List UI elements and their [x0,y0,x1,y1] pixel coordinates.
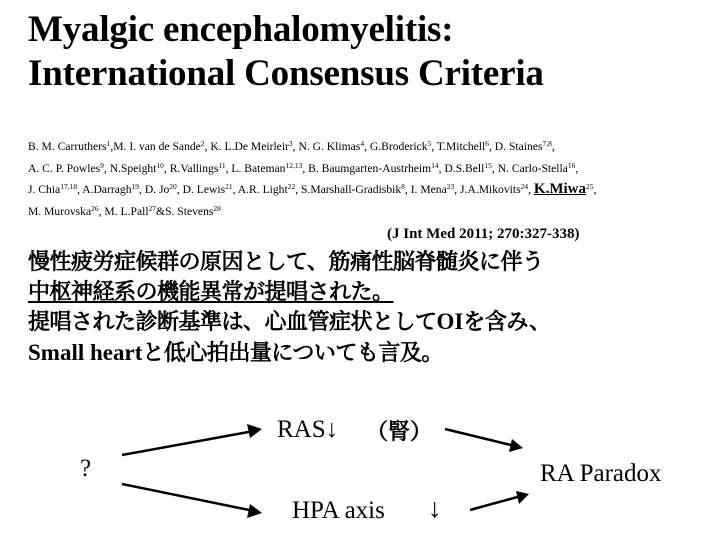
summary-line-3-a: 提唱された診断基準は、心血管症状として [28,310,437,335]
author-name: , N. G. Klimas [292,140,361,153]
affiliation-number: 4 [360,139,365,148]
affiliation-number: 8 [401,182,405,191]
author-name: ,M. I. van de Sande [110,140,201,153]
small-heart-term: Small heart [28,339,143,365]
affiliation-number: 1 [106,139,111,148]
affiliation-number: 21 [225,182,233,191]
author-name: J. Chia [28,183,61,196]
author-name: , J.A.Mikovits [454,183,521,196]
affiliation-number: 26 [91,203,99,213]
affiliation-number: 2 [200,139,205,148]
affiliation-number: 5 [427,139,432,148]
affiliation-number: 7,8 [542,139,552,148]
author-name: , [593,183,597,196]
author-name: &S. Stevens [156,204,214,218]
summary-line-1: 慢性疲労症候群の原因として、筋痛性脳脊髄炎に伴う [28,250,544,275]
affiliation-number: 16 [567,160,576,170]
ra-paradox-label: RA Paradox [540,460,662,487]
author-name: , [528,183,534,196]
affiliation-number: 24 [520,182,529,191]
author-name: , I. Mena [404,183,447,196]
author-name: , L. Bateman [225,161,286,175]
arrow-hpa-to-paradox-head [516,491,529,504]
hpa-axis-label: HPA axis [292,497,385,524]
summary-line-3-c: を含み、 [463,310,551,335]
affiliation-number: 12,13 [285,160,303,170]
arrow-ras-to-paradox-head [509,439,523,452]
author-name: , [551,140,555,153]
affiliation-number: 25 [585,182,594,191]
affiliation-number: 23 [446,182,455,191]
author-name: , S.Marshall-Gradisbik [295,183,402,196]
summary-line-2: 中枢神経系の機能異常が提唱された。 [28,279,394,305]
arrow-to-ras [122,431,254,455]
author-name: , B. Baumgarten-Austrheim [302,161,432,175]
oi-term: OI [436,309,464,334]
affiliation-number: 19 [131,182,140,191]
author-name: , A.Darragh [77,183,132,196]
author-name: , D.S.Bell [438,161,485,175]
author-name: , D. Staines [489,140,543,153]
author-name: , N.Speight [103,161,157,175]
arrow-to-hpa [122,484,254,511]
author-name: B. M. Carruthers [28,140,107,153]
affiliation-number: 15 [484,160,492,170]
ras-note-kidney: （腎） [366,420,433,445]
ras-label: RAS↓ [277,416,339,443]
title-line-2: International Consensus Criteria [28,53,544,94]
author-name: , [575,161,579,175]
highlighted-author: K.Miwa [533,181,586,197]
affiliation-number: 22 [287,182,296,191]
affiliation-number: 3 [288,139,293,148]
author-name: , M. L.Pall [98,204,149,218]
author-name: , A.R. Light [232,183,288,196]
journal-citation: (J Int Med 2011; 270:327-338) [387,226,580,242]
arrow-ras-to-paradox [445,429,515,446]
arrow-to-ras-head [247,424,262,438]
author-name: , D. Jo [139,183,170,196]
affiliation-number: 20 [169,182,177,191]
affiliation-number: 11 [218,160,226,170]
author-name: , D. Lewis [176,183,226,196]
author-name: , R.Vallings [163,161,219,175]
author-name: A. C. P. Powles [28,161,101,175]
author-name: , T.Mitchell [431,140,486,153]
question-mark: ? [80,455,92,482]
affiliation-number: 14 [431,160,439,170]
author-name: , K. L.De Meirleir [204,140,289,153]
affiliation-number: 27 [148,203,157,213]
summary-line-4-b: と低心拍出量についても言及。 [142,340,443,366]
affiliation-number: 17,18 [60,182,78,191]
arrow-to-hpa-head [247,504,262,518]
affiliation-number: 6 [485,139,489,148]
down-arrow-icon: ↓ [428,493,442,523]
arrow-hpa-to-paradox [470,496,521,510]
author-name: , G.Broderick [364,140,428,153]
affiliation-number: 9 [100,160,104,170]
title-line-1: Myalgic encephalomyelitis: [28,9,454,50]
affiliation-number: 28 [213,203,221,213]
author-name: , N. Carlo-Stella [491,161,568,175]
author-name: M. Murovska [28,204,92,218]
affiliation-number: 10 [156,160,164,170]
